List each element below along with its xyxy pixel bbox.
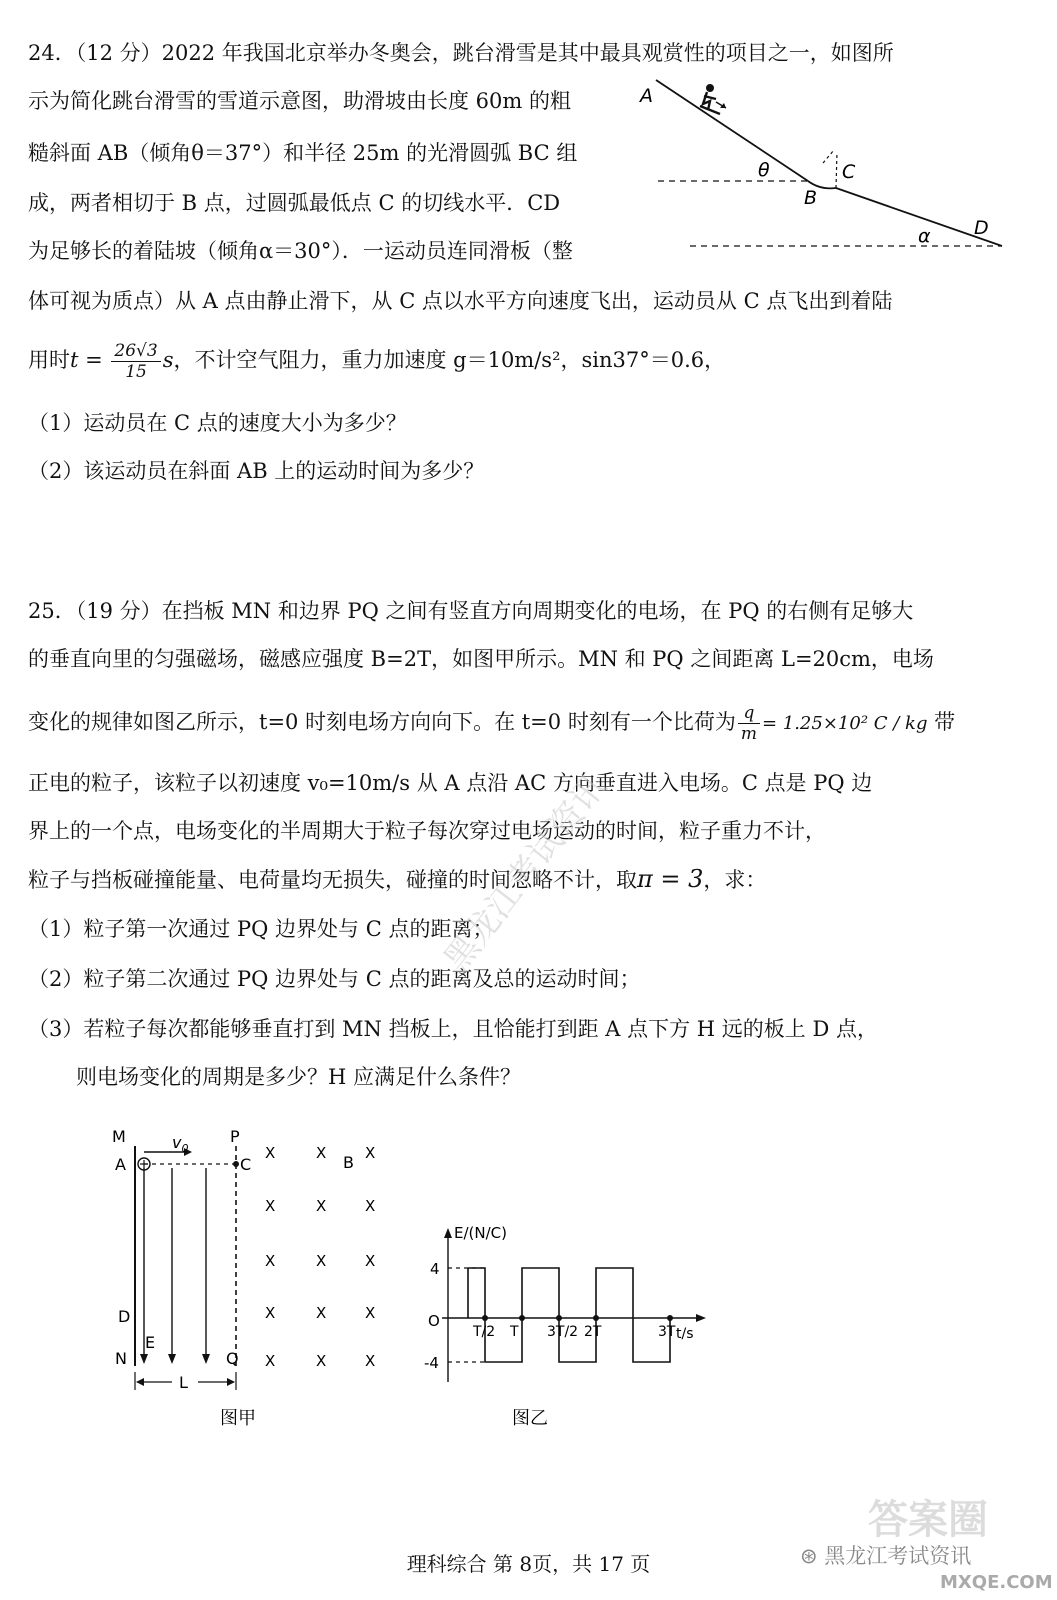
x-mark: X [316,1304,327,1322]
label-n: N [115,1349,127,1368]
q25-line-6 [28,864,766,895]
y-tick-pos: 4 [430,1260,440,1278]
t-variable: t [70,348,79,372]
point-c [233,1161,239,1167]
q24-sub-2: （2）该运动员在斜面 AB 上的运动时间为多少？ [28,459,485,483]
magnetic-field-marks [265,1144,375,1370]
page-footer: 理科综合 第 8页，共 17 页 [406,1552,651,1576]
q25-line-6-pre: 粒子与挡板碰撞能量、电荷量均无损失，碰撞的时间忽略不计，取 [28,868,637,892]
x-tick-dot [482,1315,488,1321]
site-watermark: MXQE.COM [940,1572,1053,1593]
label-d: D [974,217,989,239]
label-c: C [240,1155,252,1174]
x-mark: X [365,1304,376,1322]
x-tick-label: T [510,1324,519,1340]
x-tick-dot [593,1315,599,1321]
label-l: L [179,1373,188,1392]
q25-sub-1: （1）粒子第一次通过 PQ 边界处与 C 点的距离； [28,917,494,941]
x-mark: X [365,1352,376,1370]
figure-jia [100,1118,400,1438]
x-tick-dot [519,1315,525,1321]
x-mark: X [316,1352,327,1370]
radius-line-1 [823,150,834,163]
y-tick-neg: -4 [424,1354,439,1372]
label-q: Q [226,1349,239,1368]
q24-line-1: 24．（12 分）2022 年我国北京举办冬奥会，跳台滑雪是其中最具观赏性的项目之一，如图所 [28,41,894,65]
label-b: B [343,1153,354,1172]
caption-yi: 图乙 [512,1408,548,1429]
q24-line-6: 体可视为质点）从 A 点由静止滑下，从 C 点以水平方向速度飞出，运动员从 C 点飞出到着陆 [28,289,893,313]
slope-ab [656,80,808,181]
q25-sub-3a: （3）若粒子每次都能够垂直打到 MN 挡板上，且恰能打到距 A 点下方 H 远的板上 D 点， [28,1017,878,1041]
x-mark: X [316,1197,327,1215]
charge-mass-value: = 1.25×10² C / kg [761,713,928,734]
label-p: P [230,1127,240,1146]
x-tick-label: 3T/2 [547,1324,579,1340]
x-tick-label: 3T [658,1324,676,1340]
x-axis-label: t/s [676,1326,694,1342]
radius-line-2 [836,152,837,188]
x-mark: X [365,1197,376,1215]
q24-line-3: 糙斜面 AB（倾角θ＝37°）和半径 25m 的光滑圆弧 BC 组 [28,141,578,165]
label-b: B [804,187,818,209]
label-a: A [115,1155,126,1174]
q24-line-7-post: ，不计空气阻力，重力加速度 g＝10m/s²，sin37°＝0.6， [173,348,726,372]
q24-line-2: 示为简化跳台滑雪的雪道示意图，助滑坡由长度 60m 的粗 [28,89,571,113]
label-a: A [640,85,653,107]
x-mark: X [265,1352,276,1370]
q24-line-7-pre: 用时 [28,348,70,372]
figure-yi [418,1222,718,1442]
q24-line-7: 用时t = $\frac{26√3}{15}$ s，不计空气阻力，重力加速度 g＝10m/s²，sin37°＝0.6， [28,341,726,382]
q24-line-4: 成，两者相切于 B 点，过圆弧最低点 C 的切线水平．CD [28,191,561,215]
y-axis-label: E/(N/C) [454,1224,507,1242]
time-fraction [111,341,160,382]
label-e: E [145,1333,156,1352]
q25-sub-3b: 则电场变化的周期是多少？H 应满足什么条件？ [76,1065,521,1089]
label-d: D [118,1307,131,1326]
q25-line-3-pre: 变化的规律如图乙所示，t=0 时刻电场方向向下。在 t=0 时刻有一个比荷为 [28,710,736,734]
q25-line-2: 的垂直向里的匀强磁场，磁感应强度 B=2T，如图甲所示。MN 和 PQ 之间距离 L=20cm，电场 [28,647,934,671]
logo-watermark: 答案圈 [868,1497,988,1543]
caption-jia: 图甲 [220,1408,256,1429]
x-mark: X [265,1304,276,1322]
q25-line-3 [28,700,955,746]
x-mark: X [265,1252,276,1270]
label-alpha: α [918,225,931,247]
label-m: M [112,1127,126,1146]
q25-line-4: 正电的粒子，该粒子以初速度 v₀=10m/s 从 A 点沿 AC 方向垂直进入电场。C 点是 PQ 边 [28,771,873,795]
q25-line-5: 界上的一个点，电场变化的半周期大于粒子每次穿过电场运动的时间，粒子重力不计， [28,819,826,843]
wechat-watermark: ⊛ 黑龙江考试资讯 [800,1544,972,1568]
x-mark: X [365,1252,376,1270]
label-theta: θ [758,159,770,181]
time-numerator: 26√3 [111,341,160,362]
time-unit: s [162,348,174,372]
square-wave-series [468,1268,670,1362]
q25-sub-2: （2）粒子第二次通过 PQ 边界处与 C 点的距离及总的运动时间； [28,967,641,991]
x-tick-label: T/2 [473,1324,496,1340]
q24-sub-1: （1）运动员在 C 点的速度大小为多少？ [28,411,407,435]
label-c: C [842,161,856,183]
x-tick-dot [667,1315,673,1321]
q25-line-1: 25．（19 分）在挡板 MN 和边界 PQ 之间有竖直方向周期变化的电场，在 PQ 的右侧有足够大 [28,599,914,623]
x-tick-dot [556,1315,562,1321]
x-mark: X [265,1144,276,1162]
q25-line-6-post: ，求： [703,868,767,892]
origin-label: O [428,1312,440,1330]
x-mark: X [316,1144,327,1162]
charge-mass-fraction [738,703,760,744]
x-mark: X [316,1252,327,1270]
q25-line-3-post: 带 [927,710,956,734]
label-v0: $v_0$ [172,1133,189,1155]
x-tick-label: 2T [584,1324,602,1340]
wechat-icon: ⊛ [800,1544,825,1568]
ski-slope-figure [630,66,1030,266]
x-mark: X [365,1144,376,1162]
pi-equation: π = 3 [637,865,704,893]
mass-denominator: m [740,724,757,744]
q24-line-5: 为足够长的着陆坡（倾角α＝30°）．一运动员连同滑板（整 [28,239,573,263]
diagonal-watermark: 黑龙江考试资讯 [436,767,615,980]
x-mark: X [265,1197,276,1215]
charge-numerator: q [738,703,760,724]
skier-icon [700,84,726,114]
time-denominator: 15 [125,362,147,382]
